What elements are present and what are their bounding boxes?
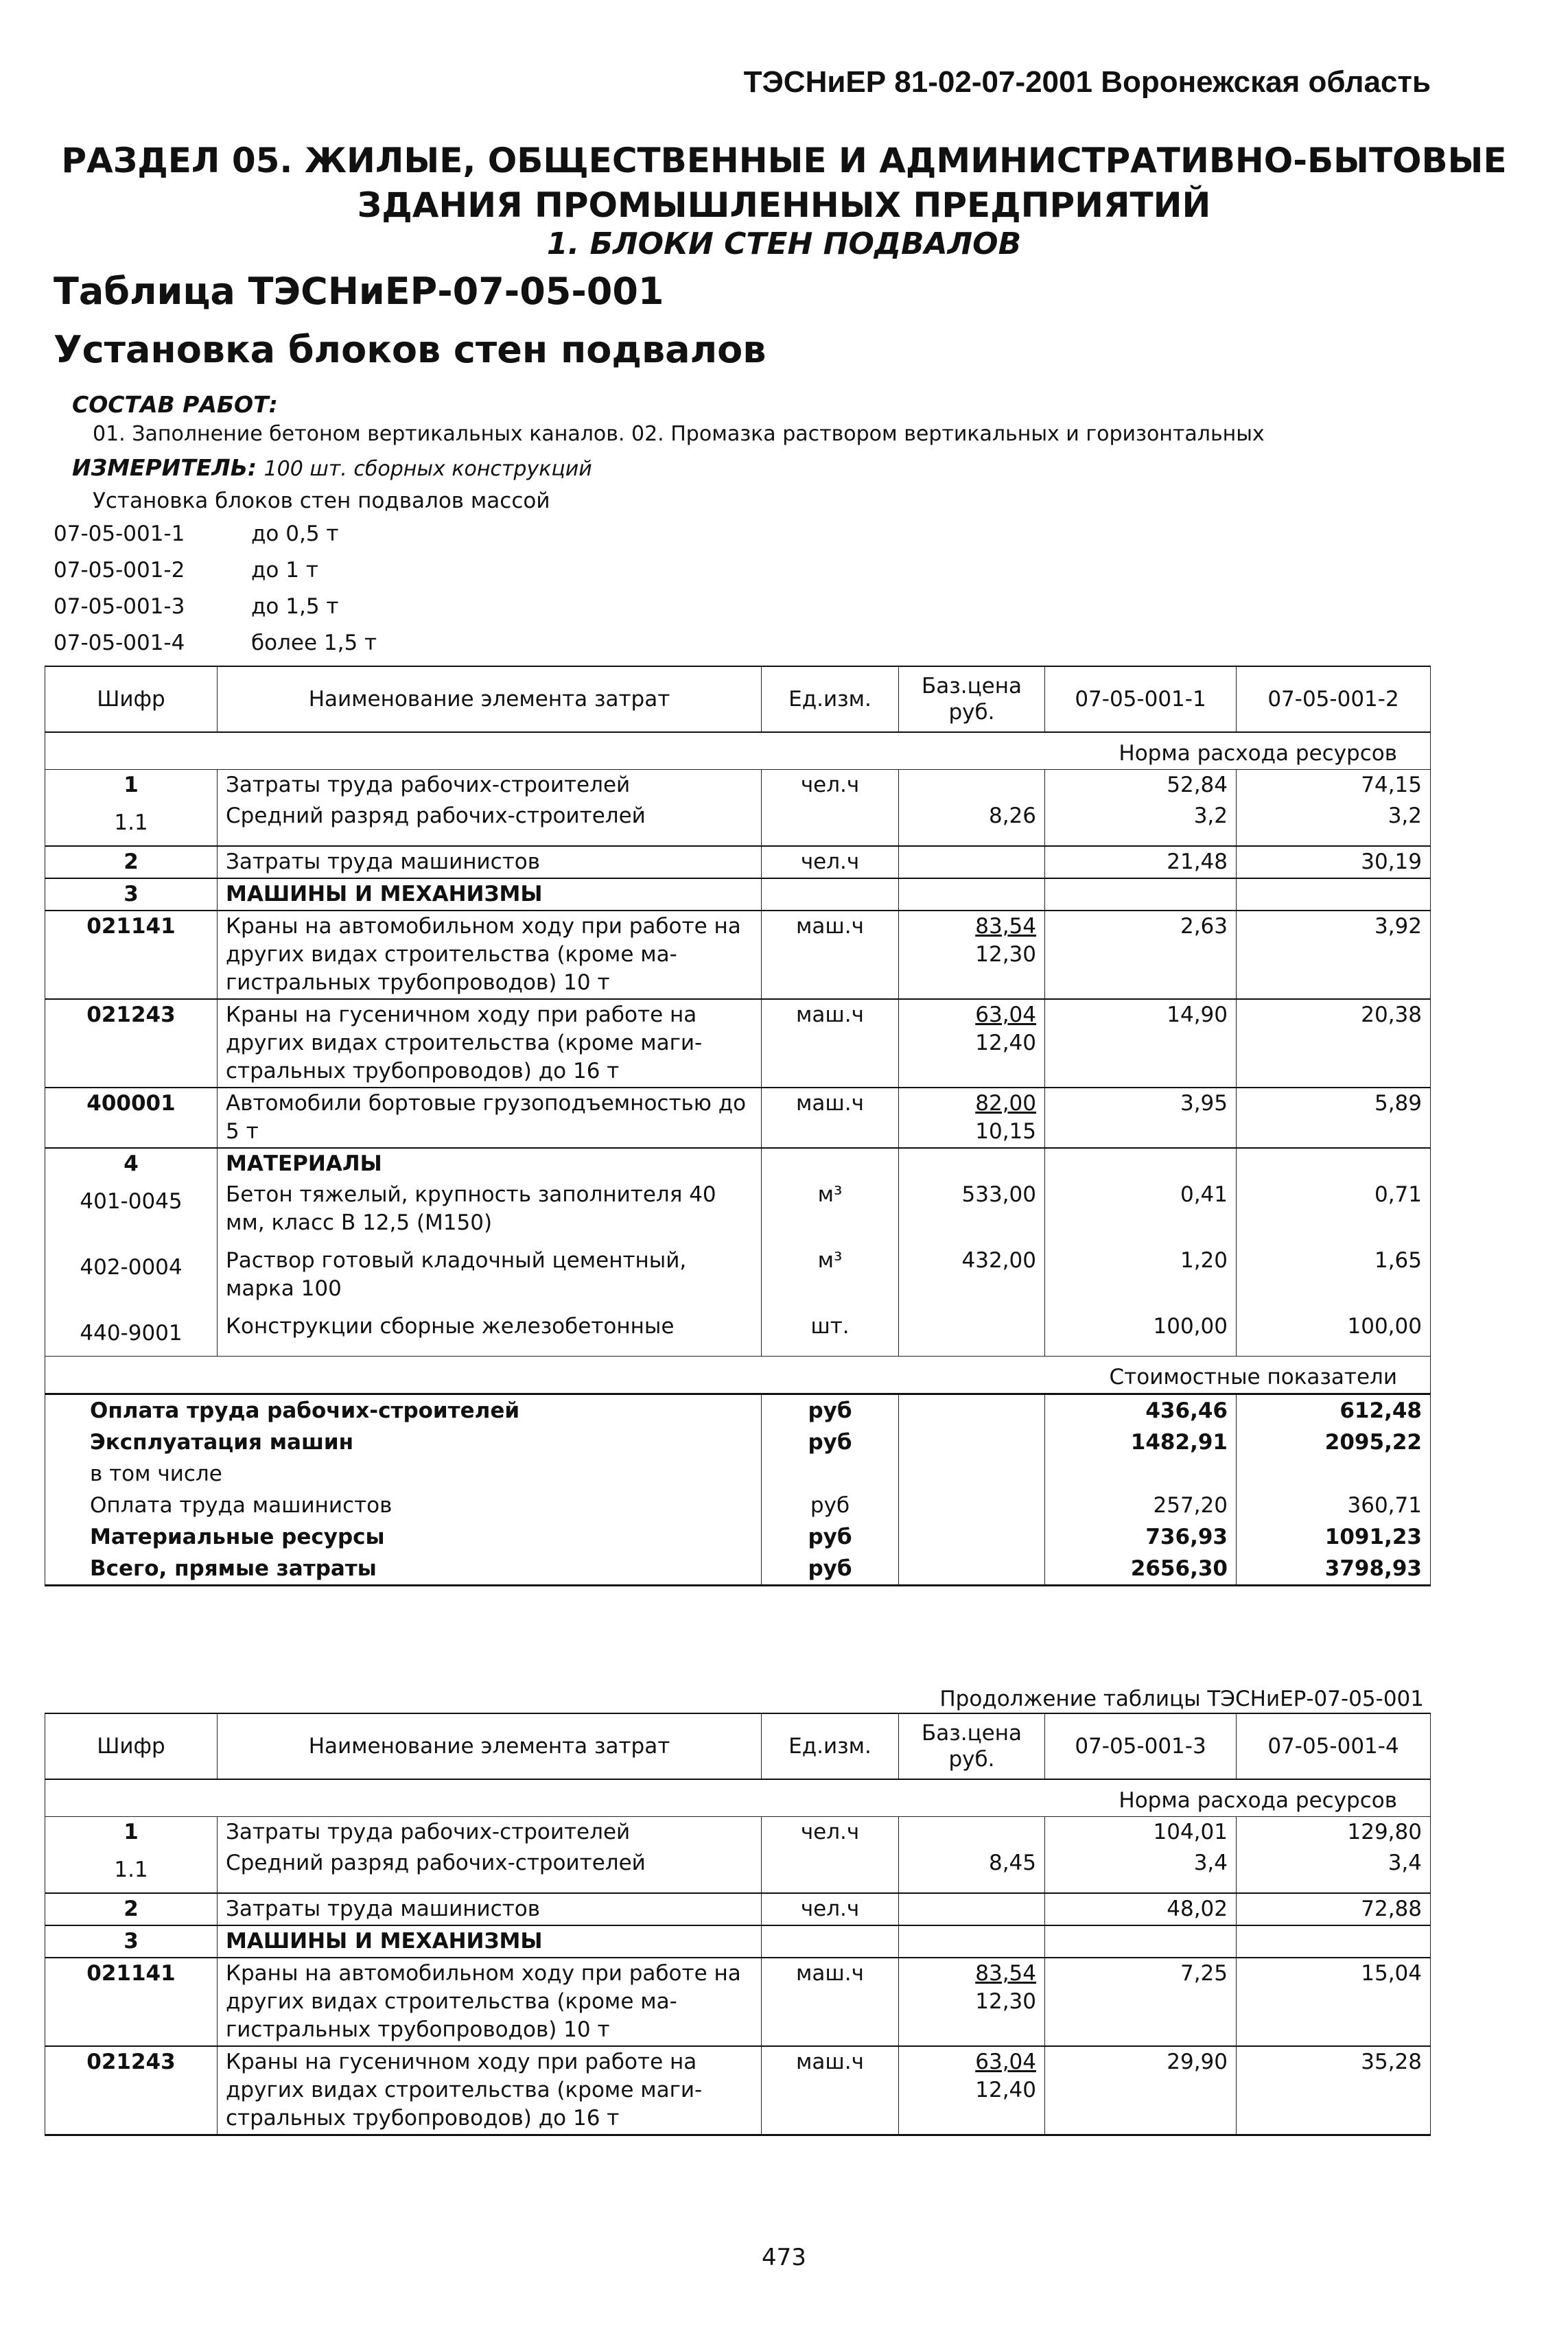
row-name: Средний разряд рабочих-строителей	[218, 1848, 762, 1886]
table-row	[45, 801, 1431, 838]
cost-value-a: 436,46	[1045, 1394, 1237, 1427]
row-name: МАШИНЫ И МЕХАНИЗМЫ	[218, 878, 762, 911]
cost-unit: руб	[762, 1427, 899, 1458]
table-row	[45, 1311, 1431, 1349]
row-code: 402-0004	[45, 1245, 218, 1304]
cost-row	[45, 1521, 1431, 1553]
norm-label: Норма расхода ресурсов	[45, 732, 1431, 770]
row-value-a	[1045, 1148, 1237, 1180]
cost-price-empty	[899, 1458, 1045, 1490]
table-row	[45, 2046, 1431, 2135]
cost-name: Оплата труда машинистов	[45, 1490, 762, 1521]
page-number: 473	[762, 2244, 806, 2271]
row-name: Автомобили бортовые грузоподъемностью до 5 т	[218, 1088, 762, 1148]
document-header: ТЭСНиЕР 81-02-07-2001 Воронежская область	[743, 65, 1431, 99]
row-unit: шт.	[762, 1311, 899, 1349]
table-row	[45, 846, 1431, 878]
row-unit: чел.ч	[762, 846, 899, 878]
row-code: 400001	[45, 1088, 218, 1148]
row-name: Краны на автомобильном ходу при работе на других видах строительства (кроме ма-гистральных трубопроводов) 10 т	[218, 911, 762, 999]
row-price	[899, 1311, 1045, 1349]
code-row	[54, 594, 339, 619]
section-title-line1: РАЗДЕЛ 05. ЖИЛЫЕ, ОБЩЕСТВЕННЫЕ И АДМИНИСТРАТИВНО-БЫТОВЫЕ	[61, 141, 1507, 180]
row-unit: маш.ч	[762, 2046, 899, 2135]
cost-value-b: 3798,93	[1324, 1556, 1422, 1581]
header-unit: Ед.изм.	[762, 1713, 899, 1779]
row-name: Затраты труда рабочих-строителей	[218, 1817, 762, 1849]
row-unit: чел.ч	[762, 770, 899, 801]
cost-row	[45, 1427, 1431, 1458]
row-price	[899, 999, 1045, 1088]
row-price	[899, 2046, 1045, 2135]
row-value-b: 20,38	[1237, 999, 1431, 1088]
row-price	[899, 1148, 1045, 1180]
row-name: МАШИНЫ И МЕХАНИЗМЫ	[218, 1925, 762, 1958]
row-value-b: 3,4	[1388, 1851, 1422, 1875]
row-price	[899, 846, 1045, 878]
row-code: 021141	[45, 1958, 218, 2046]
row-code: 440-9001	[45, 1311, 218, 1349]
table-title: Таблица ТЭСНиЕР-07-05-001	[54, 270, 664, 313]
composition-text: 01. Заполнение бетоном вертикальных каналов. 02. Промазка раствором вертикальных и горизонтальных	[93, 422, 1265, 446]
row-name: Краны на гусеничном ходу при работе на других видах строительства (кроме маги-стральных трубопроводов) до 16 т	[218, 2046, 762, 2135]
row-value-b: 100,00	[1347, 1314, 1422, 1339]
row-price	[899, 770, 1045, 801]
row-code: 3	[45, 1925, 218, 1958]
row-code: 3	[45, 878, 218, 911]
cost-price-empty	[899, 1553, 1045, 1586]
row-value-a: 2,63	[1045, 911, 1237, 999]
code-id: 07-05-001-1	[54, 521, 185, 546]
row-spacer	[45, 838, 1431, 846]
row-price	[899, 1958, 1045, 2046]
header-name: Наименование элемента затрат	[218, 666, 762, 732]
row-code: 401-0045	[45, 1180, 218, 1239]
work-title: Установка блоков стен подвалов	[54, 328, 767, 371]
row-value-b	[1237, 878, 1431, 911]
row-price-secondary: 12,40	[975, 2078, 1036, 2102]
row-value-a	[1045, 1925, 1237, 1958]
install-text: Установка блоков стен подвалов массой	[93, 489, 550, 513]
row-name: Средний разряд рабочих-строителей	[218, 801, 762, 838]
cost-label: Стоимостные показатели	[45, 1357, 1431, 1394]
row-value-a	[1045, 878, 1237, 911]
row-unit	[762, 1148, 899, 1180]
table-row	[45, 1958, 1431, 2046]
row-code: 1.1	[45, 1848, 218, 1886]
row-price-secondary: 12,40	[975, 1031, 1036, 1055]
row-value-b: 129,80	[1347, 1820, 1422, 1844]
row-spacer	[45, 1304, 1431, 1311]
row-price	[899, 1088, 1045, 1148]
header-col-a: 07-05-001-3	[1045, 1713, 1237, 1779]
cost-row	[45, 1458, 1431, 1490]
code-desc: до 1,5 т	[251, 594, 339, 619]
row-code: 1.1	[45, 801, 218, 838]
header-unit: Ед.изм.	[762, 666, 899, 732]
header-price-line2: руб.	[948, 1747, 995, 1772]
header-col-b: 07-05-001-2	[1237, 666, 1431, 732]
table-row	[45, 1180, 1431, 1239]
row-value-a: 29,90	[1045, 2046, 1237, 2135]
row-code: 021243	[45, 2046, 218, 2135]
measure-label: ИЗМЕРИТЕЛЬ:	[72, 454, 257, 481]
row-value-b: 3,92	[1237, 911, 1431, 999]
row-name: Затраты труда машинистов	[218, 1893, 762, 1925]
norm-label: Норма расхода ресурсов	[45, 1779, 1431, 1817]
cost-row	[45, 1553, 1431, 1586]
row-value-b: 15,04	[1237, 1958, 1431, 2046]
cost-unit: руб	[762, 1521, 899, 1553]
header-price	[899, 666, 1045, 732]
row-price-secondary: 10,15	[975, 1119, 1036, 1144]
cost-value-a	[1045, 1458, 1237, 1490]
header-col-b: 07-05-001-4	[1237, 1713, 1431, 1779]
row-price	[899, 1893, 1045, 1925]
row-unit: м³	[762, 1180, 899, 1239]
header-price-line1: Баз.цена	[921, 1721, 1022, 1746]
row-unit: маш.ч	[762, 999, 899, 1088]
cost-name: Оплата труда рабочих-строителей	[45, 1394, 762, 1427]
row-value-a: 21,48	[1045, 846, 1237, 878]
header-col-a: 07-05-001-1	[1045, 666, 1237, 732]
code-row	[54, 631, 377, 655]
header-price-line1: Баз.цена	[921, 674, 1022, 699]
cost-name: Эксплуатация машин	[45, 1427, 762, 1458]
cost-value-a: 2656,30	[1045, 1553, 1237, 1586]
row-name: Конструкции сборные железобетонные	[218, 1311, 762, 1349]
row-name: Затраты труда машинистов	[218, 846, 762, 878]
row-code: 2	[45, 846, 218, 878]
row-unit: маш.ч	[762, 1958, 899, 2046]
code-id: 07-05-001-3	[54, 594, 185, 619]
row-value-b	[1237, 1148, 1431, 1180]
cost-value-a: 736,93	[1045, 1521, 1237, 1553]
row-value-b: 74,15	[1361, 773, 1422, 797]
cost-value-a: 257,20	[1045, 1490, 1237, 1521]
header-shifr: Шифр	[45, 666, 218, 732]
table-row	[45, 999, 1431, 1088]
row-code: 4	[45, 1148, 218, 1180]
row-unit: маш.ч	[762, 911, 899, 999]
cost-value-b: 2095,22	[1324, 1430, 1422, 1455]
table-row	[45, 1148, 1431, 1180]
cost-name: Материальные ресурсы	[45, 1521, 762, 1553]
table-row	[45, 1088, 1431, 1148]
row-name: Краны на автомобильном ходу при работе на других видах строительства (кроме ма-гистральных трубопроводов) 10 т	[218, 1958, 762, 2046]
row-price	[899, 1817, 1045, 1849]
resource-table-2	[45, 1713, 1431, 2136]
row-value-a: 14,90	[1045, 999, 1237, 1088]
row-price	[899, 911, 1045, 999]
cost-name: Всего, прямые затраты	[45, 1553, 762, 1586]
cost-unit: руб	[762, 1490, 899, 1521]
cost-name: в том числе	[45, 1458, 762, 1490]
row-value-b: 3,2	[1388, 803, 1422, 828]
row-unit: чел.ч	[762, 1817, 899, 1849]
cost-value-b	[1237, 1458, 1431, 1490]
composition-label: СОСТАВ РАБОТ:	[72, 391, 278, 418]
row-value-a: 3,2	[1045, 801, 1237, 838]
row-name: Раствор готовый кладочный цементный, марка 100	[218, 1245, 762, 1304]
row-spacer	[45, 1886, 1431, 1893]
code-desc: более 1,5 т	[251, 631, 377, 655]
row-value-a: 1,20	[1045, 1245, 1237, 1304]
row-price: 8,45	[899, 1848, 1045, 1886]
row-price-secondary: 12,30	[975, 1989, 1036, 2014]
row-code: 2	[45, 1893, 218, 1925]
row-code: 021243	[45, 999, 218, 1088]
row-unit	[762, 878, 899, 911]
code-id: 07-05-001-4	[54, 631, 185, 655]
table-row	[45, 1848, 1431, 1886]
row-value-b: 1,65	[1374, 1248, 1422, 1273]
row-price-main: 63,04	[975, 2050, 1036, 2074]
row-price: 533,00	[899, 1180, 1045, 1239]
row-price	[899, 1925, 1045, 1958]
row-unit: маш.ч	[762, 1088, 899, 1148]
cost-unit: руб	[762, 1394, 899, 1427]
row-spacer	[45, 1349, 1431, 1357]
table-row	[45, 1245, 1431, 1304]
header-price	[899, 1713, 1045, 1779]
measure-value: 100 шт. сборных конструкций	[264, 457, 592, 481]
cost-unit: руб	[762, 1553, 899, 1586]
row-name: МАТЕРИАЛЫ	[218, 1148, 762, 1180]
row-unit	[762, 801, 899, 838]
row-value-b	[1237, 1925, 1431, 1958]
row-code: 1	[45, 1817, 218, 1849]
row-unit	[762, 1848, 899, 1886]
table-row	[45, 770, 1431, 801]
row-code: 021141	[45, 911, 218, 999]
row-value-b: 72,88	[1237, 1893, 1431, 1925]
cost-value-b: 612,48	[1237, 1394, 1431, 1427]
row-value-b: 30,19	[1237, 846, 1431, 878]
cost-price-empty	[899, 1394, 1045, 1427]
cost-row	[45, 1490, 1431, 1521]
row-unit: м³	[762, 1245, 899, 1304]
table-row	[45, 878, 1431, 911]
row-value-a: 7,25	[1045, 1958, 1237, 2046]
row-value-a: 100,00	[1045, 1311, 1237, 1349]
code-desc: до 0,5 т	[251, 521, 339, 546]
cost-price-empty	[899, 1427, 1045, 1458]
row-price-main: 83,54	[975, 914, 1036, 939]
row-price-main: 63,04	[975, 1002, 1036, 1027]
code-desc: до 1 т	[251, 558, 318, 583]
row-value-a: 48,02	[1045, 1893, 1237, 1925]
row-price-secondary: 12,30	[975, 942, 1036, 967]
row-name: Затраты труда рабочих-строителей	[218, 770, 762, 801]
code-row	[54, 521, 339, 546]
header-shifr: Шифр	[45, 1713, 218, 1779]
row-price	[899, 878, 1045, 911]
table-row	[45, 1817, 1431, 1849]
row-value-a: 0,41	[1045, 1180, 1237, 1239]
row-value-a: 52,84	[1045, 770, 1237, 801]
row-value-a: 104,01	[1045, 1817, 1237, 1849]
subsection-title: 1. БЛОКИ СТЕН ПОДВАЛОВ	[546, 226, 1022, 261]
row-price: 432,00	[899, 1245, 1045, 1304]
row-code: 1	[45, 770, 218, 801]
section-title-line2: ЗДАНИЯ ПРОМЫШЛЕННЫХ ПРЕДПРИЯТИЙ	[357, 185, 1211, 225]
cost-price-empty	[899, 1490, 1045, 1521]
cost-value-a: 1482,91	[1045, 1427, 1237, 1458]
row-value-a: 3,4	[1045, 1848, 1237, 1886]
continuation-label: Продолжение таблицы ТЭСНиЕР-07-05-001	[939, 1687, 1424, 1711]
resource-table-1	[45, 666, 1431, 1586]
measure-line	[72, 454, 592, 481]
code-row	[54, 558, 318, 583]
row-price: 8,26	[899, 801, 1045, 838]
row-unit: чел.ч	[762, 1893, 899, 1925]
row-spacer	[45, 1239, 1431, 1245]
row-name: Краны на гусеничном ходу при работе на других видах строительства (кроме маги-стральных трубопроводов) до 16 т	[218, 999, 762, 1088]
table-row	[45, 1893, 1431, 1925]
row-value-b: 35,28	[1237, 2046, 1431, 2135]
header-price-line2: руб.	[948, 700, 995, 725]
code-id: 07-05-001-2	[54, 558, 185, 583]
cost-value-b: 1091,23	[1324, 1525, 1422, 1549]
row-price-main: 82,00	[975, 1091, 1036, 1116]
cost-row	[45, 1394, 1431, 1427]
cost-unit	[762, 1458, 899, 1490]
table-row	[45, 1925, 1431, 1958]
table-row	[45, 911, 1431, 999]
row-value-b: 0,71	[1374, 1182, 1422, 1207]
row-value-b: 5,89	[1237, 1088, 1431, 1148]
header-name: Наименование элемента затрат	[218, 1713, 762, 1779]
cost-price-empty	[899, 1521, 1045, 1553]
row-unit	[762, 1925, 899, 1958]
row-price-main: 83,54	[975, 1961, 1036, 1986]
row-name: Бетон тяжелый, крупность заполнителя 40 мм, класс В 12,5 (М150)	[218, 1180, 762, 1239]
row-value-a: 3,95	[1045, 1088, 1237, 1148]
cost-value-b: 360,71	[1347, 1493, 1422, 1518]
